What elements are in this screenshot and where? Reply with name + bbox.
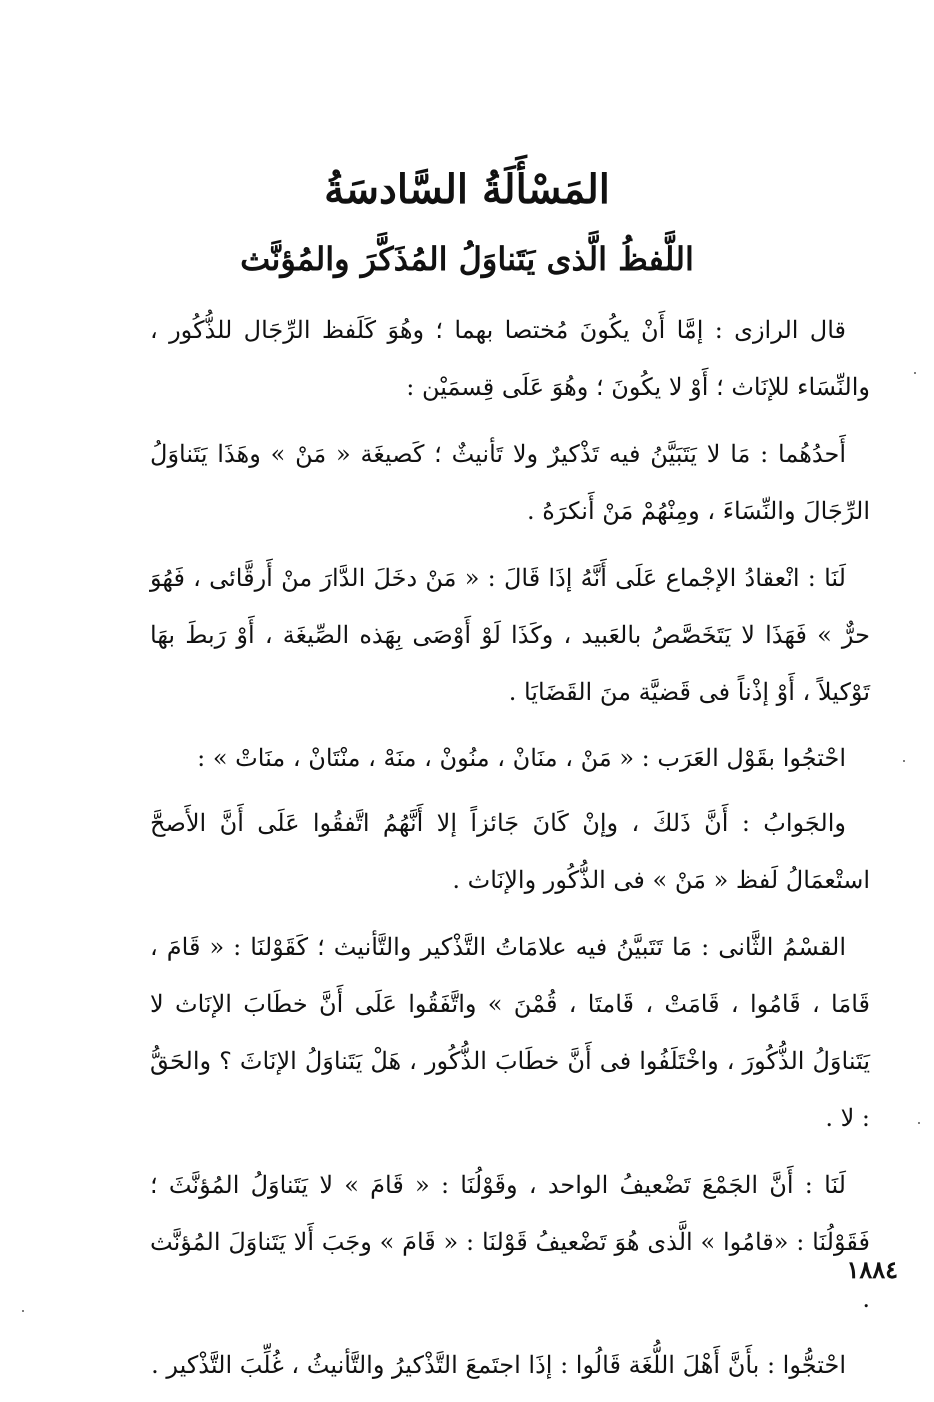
scan-speck — [903, 760, 905, 762]
paragraph-consensus-argument: لَنَا : انْعقادُ الإجْماع عَلَى أَنَّهُ إذَا قَالَ : « مَنْ دخَلَ الدَّارَ منْ أَرقَّائى ، فَهُوَ حرٌّ » فَهَذَا لا يَتَخَصَّصُ بالعَبيد ، وكَذَا لَوْ أَوْصَى بِهَذه الصِّيغَة ، أَوْ رَبطَ بهَا تَوْكيلاً ، أَوْ إذْناً فى قَضيَّة منَ القَضَايَا . — [150, 564, 870, 706]
scan-speck — [22, 1310, 24, 1312]
paragraph-answer: والجَوابُ : أَنَّ ذَلكَ ، وإنْ كَانَ جَائزاً إلا أَنَّهُمُ اتَّفقُوا عَلَى أَنَّ الأَصحَّ استْعمَالُ لَفظ « مَنْ » فى الذُّكُور والإنَاث . — [150, 809, 870, 894]
paragraph-plural-argument: لَنَا : أَنَّ الجَمْعَ تَضْعيفُ الواحد ، وقَوْلُنَا : « قَامَ » لا يَتَناوَلُ المُؤنَّثَ ؛ فَقَوْلُنَا : «قامُوا » الَّذى هُوَ تَضْعيفُ قَوْلنَا : « قَامَ » وجَبَ أَلا يَتَناوَلَ المُؤنَّث . — [150, 1171, 870, 1313]
page-title: المَسْأَلَةُ السَّادسَةُ — [324, 166, 610, 213]
page-subtitle: اللَّفظُ الَّذى يَتَناوَلُ المُذَكَّرَ والمُؤنَّث — [240, 240, 694, 278]
paragraph-first-type: أَحدُهُما : مَا لا يَتَبَيَّنُ فيه تَذْكيرٌ ولا تَأنيثٌ ؛ كَصيغَة « مَنْ » وهَذَا يَتَناوَلُ الرِّجَالَ والنِّسَاءَ ، ومِنْهُمْ مَنْ أَنكرَهُ . — [150, 440, 870, 525]
paragraph-arab-usage: احْتجُوا بقَوْل العَرَب : « مَنْ ، منَانْ ، منُونْ ، منَهْ ، منْتَانْ ، منَاتْ » : — [197, 744, 846, 772]
paragraph-linguists-argument: احْتجُّوا : بأَنَّ أَهْلَ اللُّغَة قَالُوا : إذَا اجتَمعَ التَّذْكيرُ والتَّأنيثُ ، غُلِّبَ التَّذْكير . — [151, 1351, 846, 1379]
scan-speck — [918, 1122, 920, 1124]
body-text — [150, 302, 870, 1402]
paragraph-razi-intro: قال الرازى : إمَّا أَنْ يكُونَ مُختصا بهما ؛ وهُوَ كَلَفظ الرِّجَال للذُّكُور ، والنِّسَاء للإنَاث ؛ أَوْ لا يكُونَ ؛ وهُوَ عَلَى قِسمَيْن : — [150, 316, 870, 401]
paragraph-second-type: القسْمُ الثَّانى : مَا تَتَبيَّنُ فيه علامَاتُ التَّذْكير والتَّأنيث ؛ كَقَوْلنَا : « قَامَ ، قَامَا ، قَامُوا ، قَامَتْ ، قَامتَا ، قُمْنَ » واتَّفَقُوا عَلَى أَنَّ خطَابَ الإنَاث لا يَتَناوَلُ الذُّكُورَ ، واخْتَلَفُوا فى أَنَّ خطَابَ الذُّكُور ، هَلْ يَتَناوَلُ الإنَاثَ ؟ والحَقُّ : لا . — [150, 933, 870, 1132]
scan-speck — [914, 372, 916, 374]
page-number: ١٨٨٤ — [846, 1255, 898, 1284]
